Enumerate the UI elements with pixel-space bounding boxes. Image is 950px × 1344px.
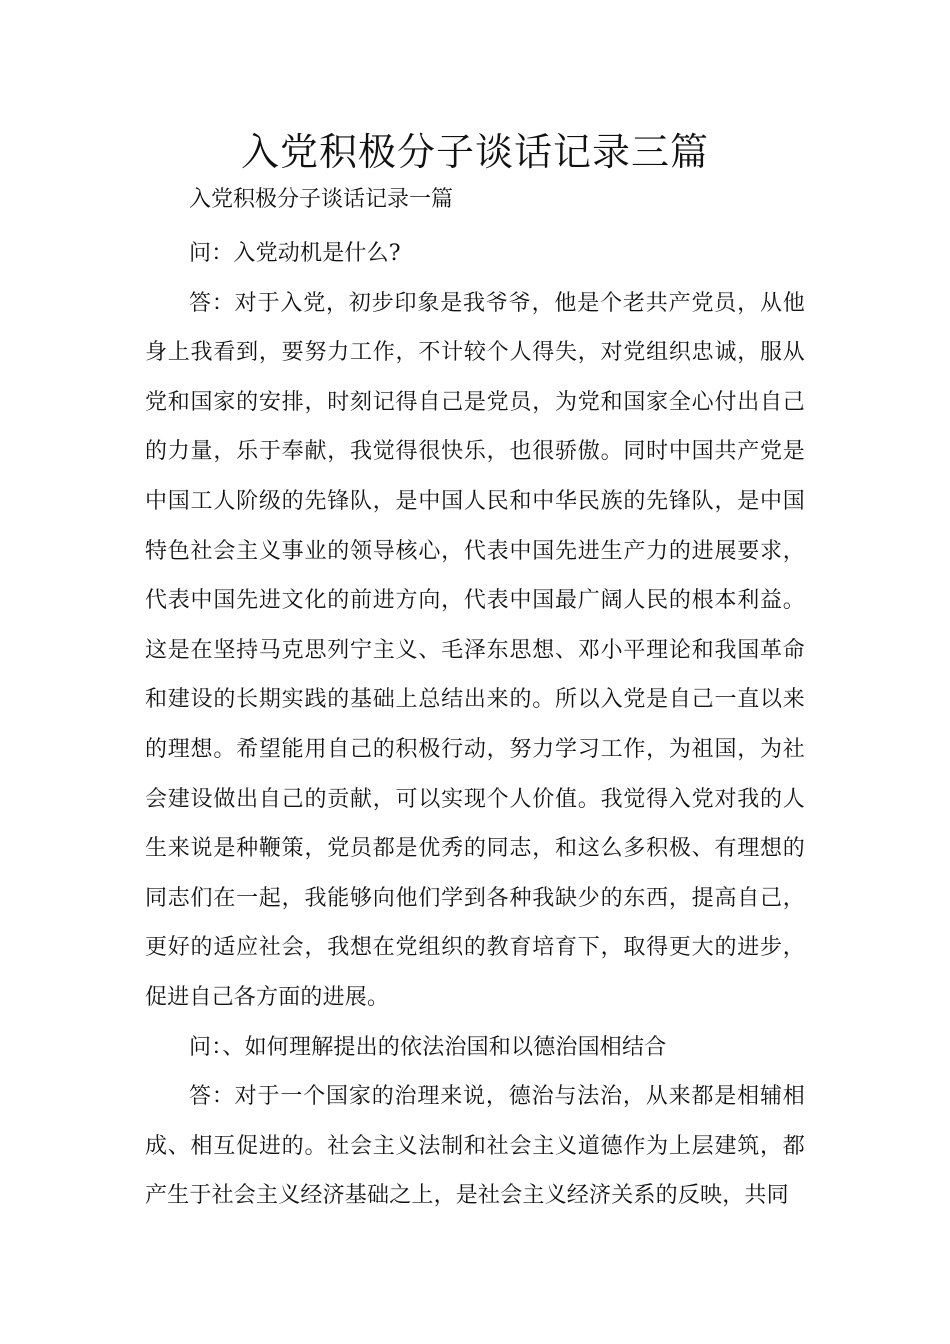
document-subtitle: 入党积极分子谈话记录一篇 [189, 187, 454, 212]
document-body [145, 180, 805, 1221]
question-paragraph: 问：入党动机是什么? [189, 241, 401, 266]
answer-paragraph: 答：对于入党，初步印象是我爷爷，他是个老共产党员，从他身上我看到，要努力工作，不计较个人得失，对党组织忠诚，服从党和国家的安排，时刻记得自己是党员，为党和国家全心付出自己的力量，乐于奉献，我觉得很快乐，也很骄傲。同时中国共产党是中国工人阶级的先锋队，是中国人民和中华民族的先锋队，是中国特色社会主义事业的领导核心，代表中国先进生产力的进展要求，代表中国先进文化的前进方向，代表中国最广阔人民的根本利益。这是在坚持马克思列宁主义、毛泽东思想、邓小平理论和我国革命和建设的长期实践的基础上总结出来的。所以入党是自己一直以来的理想。希望能用自己的积极行动，努力学习工作，为祖国，为社会建设做出自己的贡献，可以实现个人价值。我觉得入党对我的人生来说是种鞭策，党员都是优秀的同志，和这么多积极、有理想的同志们在一起，我能够向他们学到各种我缺少的东西，提高自己，更好的适应社会，我想在党组织的教育培育下，取得更大的进步，促进自己各方面的进展。 [145, 290, 805, 1010]
answer-paragraph: 答：对于一个国家的治理来说，德治与法治，从来都是相辅相成、相互促进的。社会主义法制和社会主义道德作为上层建筑，都产生于社会主义经济基础之上，是社会主义经济关系的反映，共同 [145, 1084, 805, 1209]
document-title: 入党积极分子谈话记录三篇 [240, 130, 709, 174]
question-paragraph: 问：、如何理解提出的依法治国和以德治国相结合 [189, 1034, 667, 1060]
